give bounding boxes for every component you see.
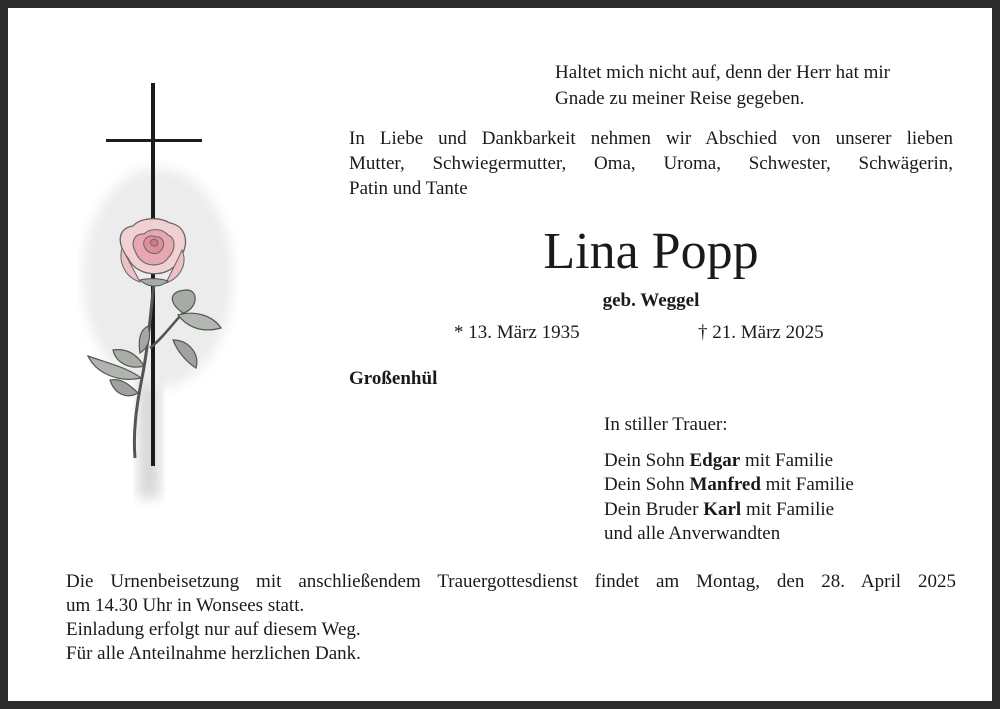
notice-line: Einladung erfolgt nur auf diesem Weg.	[66, 619, 361, 640]
funeral-notice	[66, 570, 956, 666]
deceased-name: Lina Popp	[543, 223, 759, 280]
mourners-list	[604, 413, 854, 547]
mourner-name: Karl	[703, 498, 742, 520]
mourner-name: Manfred	[689, 474, 761, 495]
mourner-name: Edgar	[689, 449, 741, 471]
mourner-line: und alle Anverwandten	[604, 523, 781, 544]
birth-date: * 13. März 1935	[454, 322, 580, 343]
mourner-line: Dein Sohn Edgar mit Familie	[604, 449, 834, 471]
cross-with-rose-icon	[78, 78, 238, 508]
quote-line: Gnade zu meiner Reise gegeben.	[555, 88, 805, 109]
notice-line: um 14.30 Uhr in Wonsees statt.	[66, 595, 305, 616]
mourner-line: Dein Bruder Karl mit Familie	[604, 498, 835, 520]
farewell-line: Patin und Tante	[349, 178, 468, 199]
bible-quote	[555, 60, 975, 112]
death-date: † 21. März 2025	[698, 322, 824, 343]
notice-line: Für alle Anteilnahme herzlichen Dank.	[66, 643, 361, 664]
quote-line: Haltet mich nicht auf, denn der Herr hat mir	[555, 62, 891, 83]
farewell-line: In Liebe und Dankbarkeit nehmen wir Abschied von unserer lieben	[349, 128, 953, 149]
mourner-line: Dein Sohn Manfred mit Familie	[604, 474, 854, 495]
maiden-name: geb. Weggel	[602, 290, 700, 311]
mourners-heading: In stiller Trauer:	[604, 414, 728, 435]
place-name: Großenhül	[349, 368, 438, 389]
notice-line: Die Urnenbeisetzung mit anschließendem Trauergottesdienst findet am Montag, den 28. April 2025	[66, 571, 956, 592]
farewell-text	[349, 126, 953, 201]
farewell-line: Mutter, Schwiegermutter, Oma, Uroma, Schwester, Schwägerin,	[349, 153, 953, 174]
